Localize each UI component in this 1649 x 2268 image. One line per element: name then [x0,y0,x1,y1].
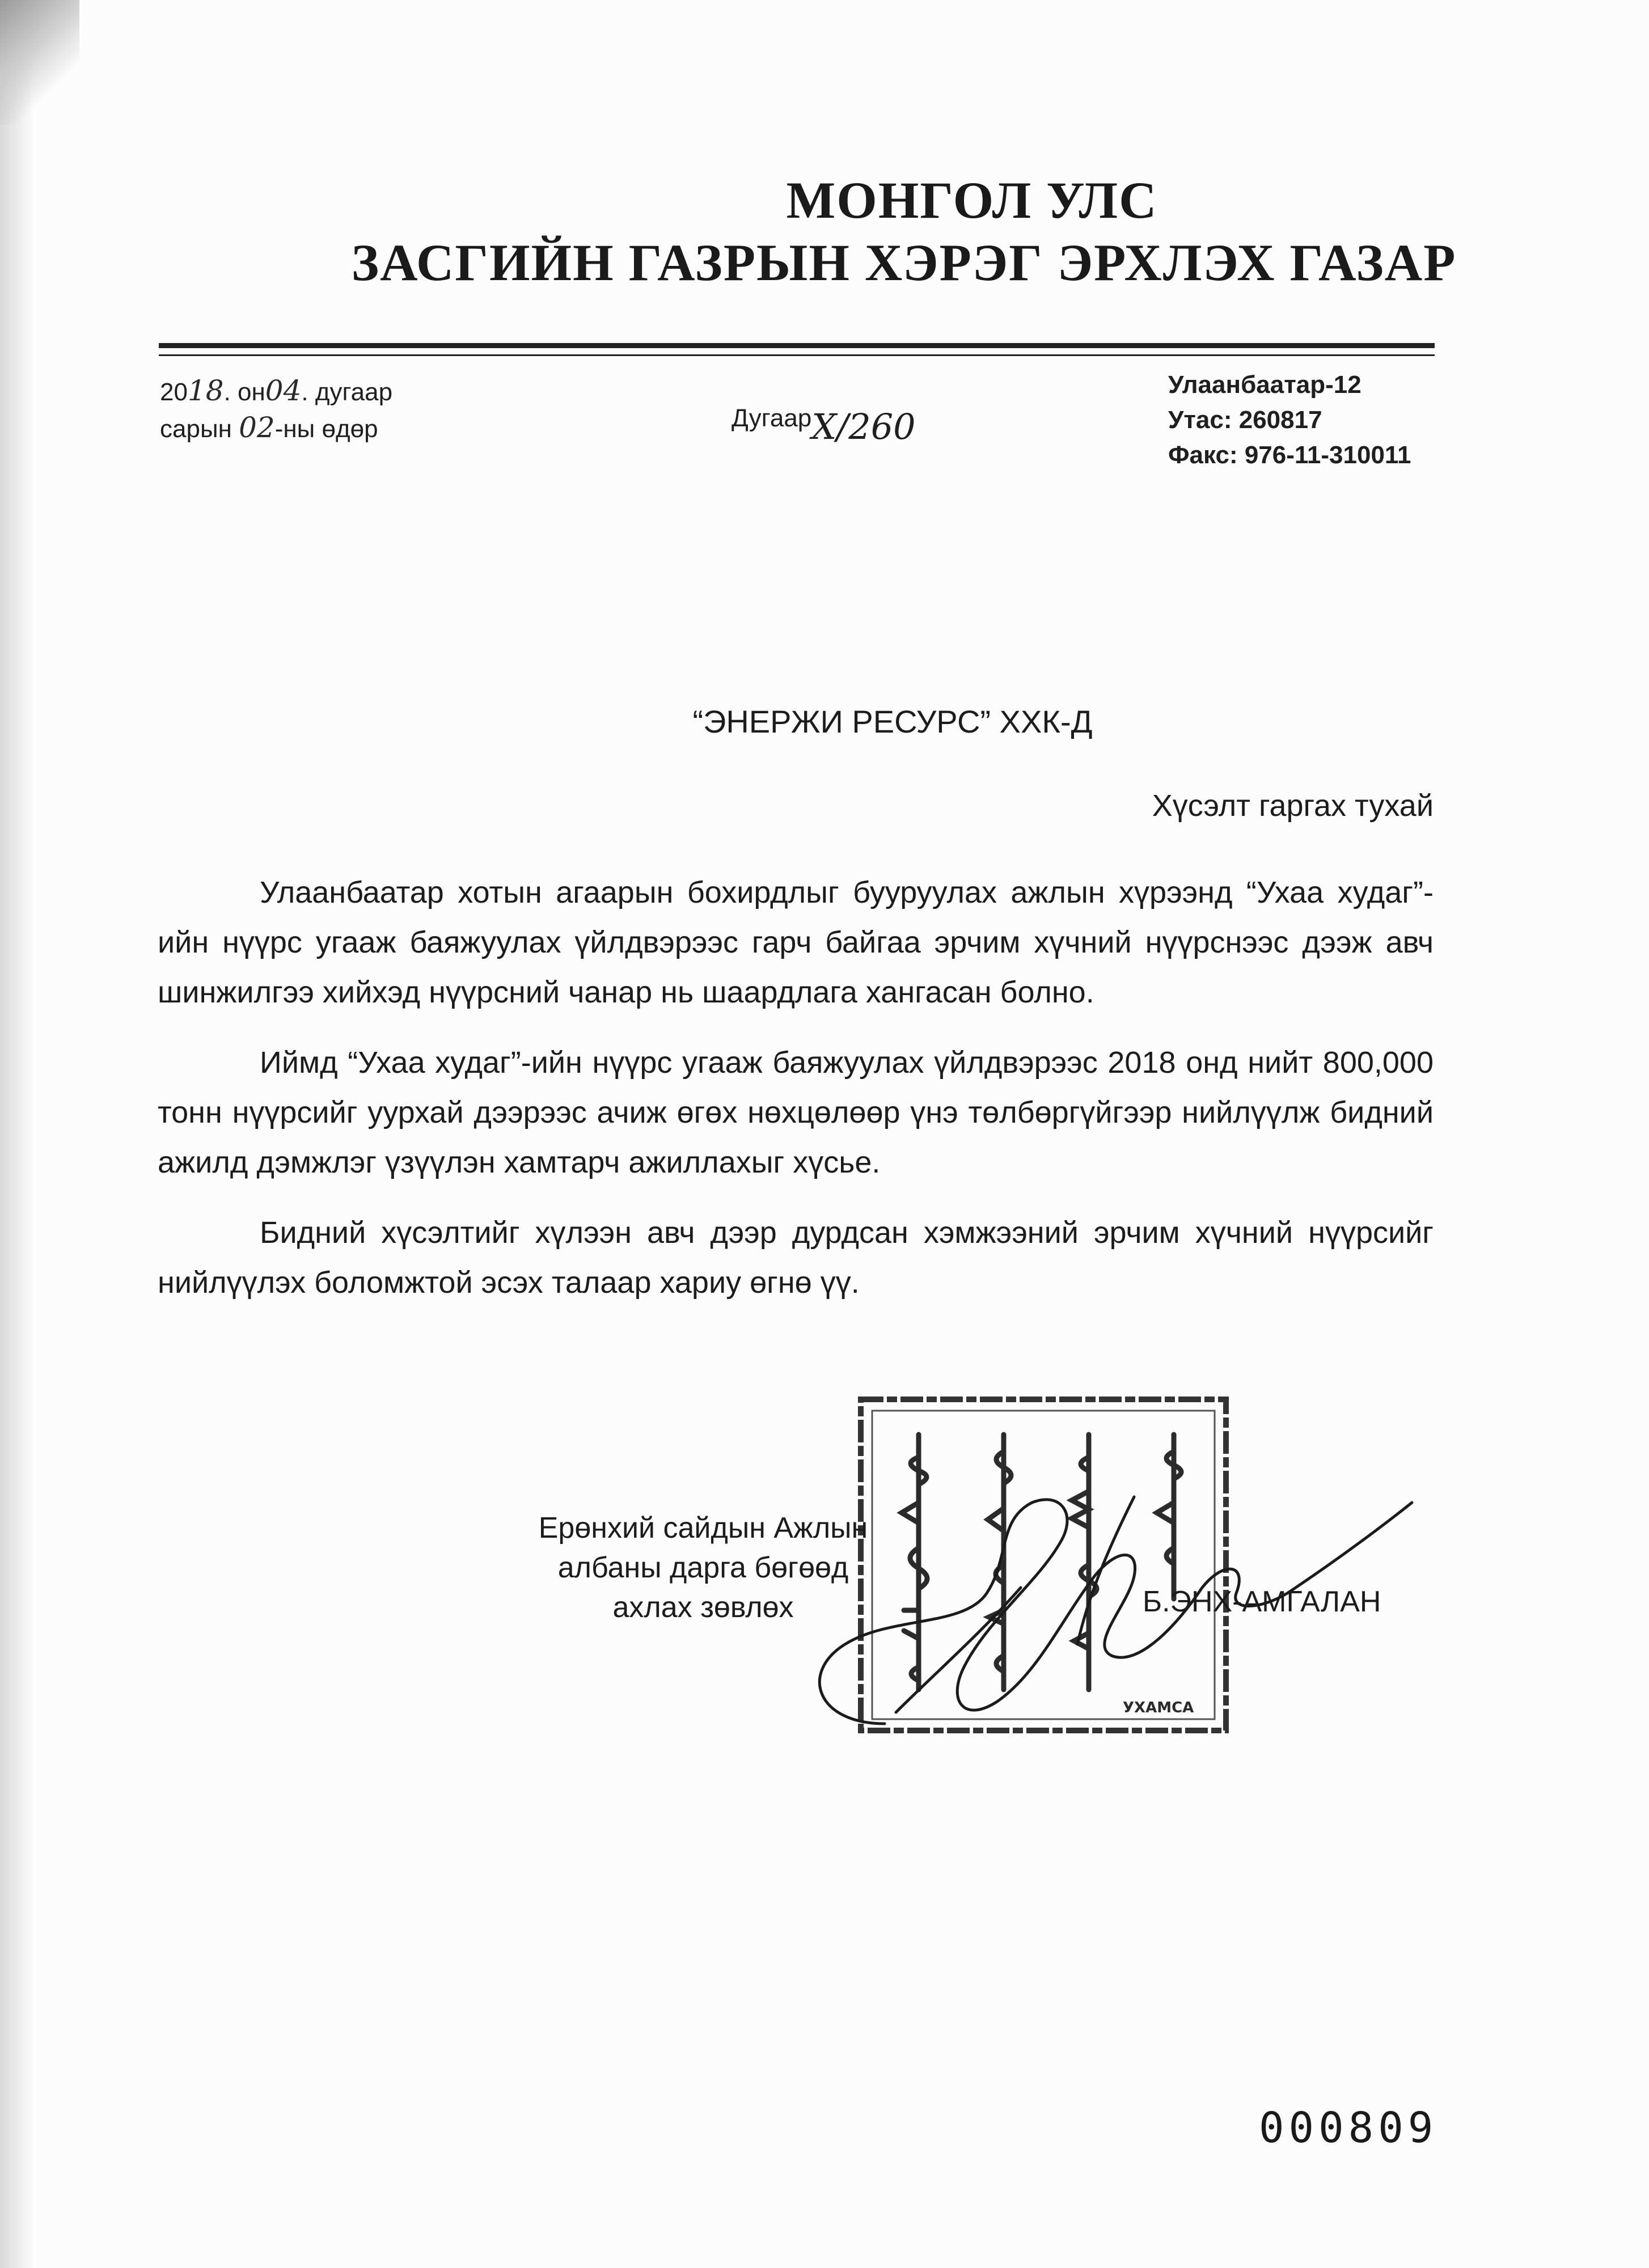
letterhead-agency: ЗАСГИЙН ГАЗРЫН ХЭРЭГ ЭРХЛЭХ ГАЗАР [351,234,1457,291]
month-handwritten: 04 [265,374,302,407]
letterhead-rule-thick [159,343,1435,348]
seal-caption: УХАМСА [1123,1699,1194,1716]
signer-title-line-3: ахлах зөвлөх [612,1591,794,1624]
signer-name: Б.ЭНХ-АМГАЛАН [1143,1585,1381,1618]
signer-title-line-1: Ерөнхий сайдын Ажлын [538,1512,868,1545]
day-prefix: сарын [160,415,239,443]
month-suffix: . дугаар [301,378,393,406]
year-suffix: . он [223,378,265,406]
signer-title-line-2: албаны дарга бөгөөд [557,1551,849,1584]
year-prefix: 20 [160,378,188,406]
addressee: “ЭНЕРЖИ РЕСУРС” ХХК-Д [692,704,1093,739]
year-handwritten: 18 [187,374,224,407]
date-block [160,373,392,447]
document-number-label: Дугаар [732,404,812,432]
body-paragraph-2: Иймд “Ухаа худаг”-ийн нүүрс угааж баяжуулах үйлдвэрээс 2018 онд нийт 800,000 тонн нүүрсийг уурхай дээрээс ачиж өгөх нөхцөлөөр үнэ төлбөргүйгээр нийлүүлж бидний ажилд дэмжлэг үзүүлэн хамтарч ажиллахыг хүсье. [158,1046,1434,1179]
contact-address: Улаанбаатар-12 [1168,371,1362,399]
body-paragraph-1: Улаанбаатар хотын агаарын бохирдлыг бууруулах ажлын хүрээнд “Ухаа худаг”-ийн нүүрс угааж баяжуулах үйлдвэрээс гарч байгаа эрчим хүчний нүүрснээс дээж авч шинжилгээ хийхэд нүүрсний чанар нь шаардлага хангасан болно. [158,875,1434,1009]
day-suffix: -ны өдөр [274,415,378,443]
letterhead-country: МОНГОЛ УЛС [786,171,1158,229]
contact-phone: Утас: 260817 [1168,406,1322,434]
day-handwritten: 02 [239,411,275,444]
contact-fax: Факс: 976-11-310011 [1168,441,1411,469]
subject-line: Хүсэлт гаргах тухай [1152,789,1434,823]
date-year-month-line [160,373,392,410]
scan-edge-shadow [0,0,34,2268]
document-number [732,397,916,447]
body-paragraph-3: Бидний хүсэлтийг хүлээн авч дээр дурдсан хэмжээний эрчим хүчний нүүрсийг нийлүүлэх боломжтой эсэх талаар хариу өгнө үү. [158,1216,1434,1300]
serial-number: 000809 [1259,2104,1438,2152]
scan-corner-shadow [0,0,79,125]
letterhead-rule-thin [159,354,1435,356]
contact-block [1168,367,1411,473]
date-day-line [160,410,392,447]
signer-title [488,1508,919,1627]
document-number-handwritten: Х/260 [811,406,916,447]
